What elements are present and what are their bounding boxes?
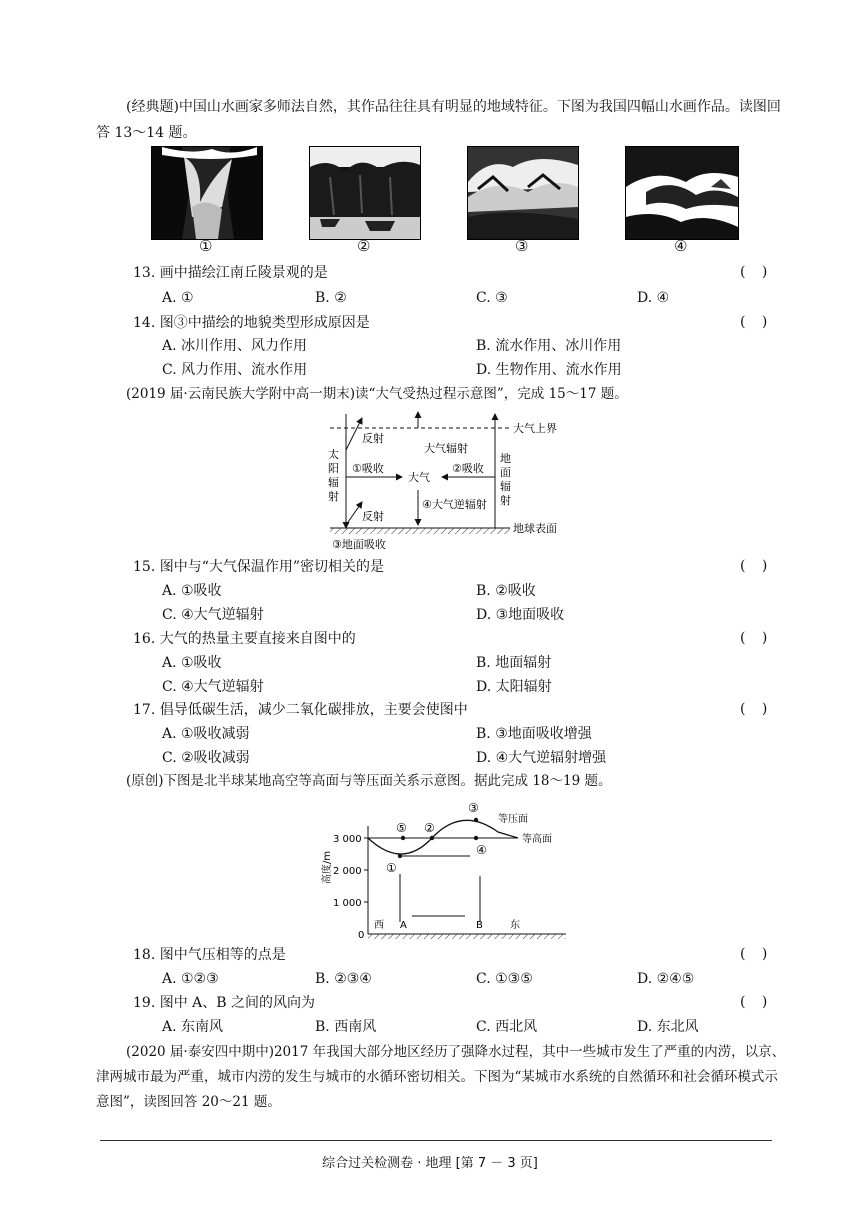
painting-label-3: ③	[515, 237, 529, 255]
q14-stem: 14. 图③中描绘的地貌类型形成原因是	[133, 315, 370, 331]
q16-option-b[interactable]: B. 地面辐射	[476, 655, 552, 671]
painting-1	[151, 146, 263, 240]
q16-answer-paren[interactable]: ( )	[740, 630, 774, 646]
isobaric-surface-diagram	[310, 798, 590, 943]
q15-option-b[interactable]: B. ②吸收	[476, 583, 536, 599]
y-axis-label: 高度/m	[322, 850, 333, 884]
q17-option-a[interactable]: A. ①吸收减弱	[162, 726, 250, 742]
q15-option-a[interactable]: A. ①吸收	[162, 583, 222, 599]
painting-3-art	[468, 147, 578, 239]
ground-absorb-label: ③地面吸收	[332, 538, 386, 551]
q14-option-d[interactable]: D. 生物作用、流水作用	[476, 362, 622, 378]
q17-option-c[interactable]: C. ②吸收减弱	[162, 750, 250, 766]
isobaric-label: 等压面	[498, 814, 528, 825]
ground-hatch	[330, 528, 510, 534]
q17-option-b[interactable]: B. ③地面吸收增强	[476, 726, 592, 742]
q19-answer-paren[interactable]: ( )	[740, 994, 774, 1010]
footer-divider	[100, 1140, 772, 1141]
solar-label-2: 阳	[328, 462, 339, 475]
tick-3000: 3 000	[333, 834, 362, 845]
intro-15-17: (2019 届·云南民族大学附中高一期末)读“大气受热过程示意图”，完成 15～17 题。	[126, 386, 628, 402]
east-label: 东	[510, 920, 520, 931]
q14-answer-paren[interactable]: ( )	[740, 314, 774, 330]
q13-stem: 13. 画中描绘江南丘陵景观的是	[133, 265, 328, 281]
painting-4-art	[626, 147, 738, 239]
tick-2000: 2 000	[333, 866, 362, 877]
q13-answer-paren[interactable]: ( )	[740, 264, 774, 280]
q18-option-a[interactable]: A. ①②③	[162, 971, 219, 987]
q19-option-a[interactable]: A. 东南风	[162, 1019, 224, 1035]
label-2: ②	[424, 821, 435, 835]
solar-label-4: 射	[328, 490, 339, 503]
west-label: 西	[374, 920, 384, 931]
q15-option-c[interactable]: C. ④大气逆辐射	[162, 607, 264, 623]
painting-label-4: ④	[674, 237, 688, 255]
q13-option-b[interactable]: B. ②	[315, 290, 347, 306]
label-4: ④	[476, 843, 487, 857]
intro-20-21: (2020 届·泰安四中期中)2017 年我国大部分地区经历了强降水过程，其中一些城市发生了严重的内涝，以京、津两城市最为严重，城市内涝的发生与城市的水循环密切相关。下图为“某城市水系统的自然循环和社会循环模式示意图”，读图回答 20～21 题。	[96, 1044, 786, 1110]
tick-1000: 1 000	[333, 898, 362, 909]
q18-option-b[interactable]: B. ②③④	[315, 971, 372, 987]
atmosphere-label: 大气	[408, 471, 430, 484]
q14-option-b[interactable]: B. 流水作用、冰川作用	[476, 338, 622, 354]
ground-label-2: 面	[500, 466, 511, 479]
q15-option-d[interactable]: D. ③地面吸收	[476, 607, 565, 623]
ground-label-3: 辐	[500, 480, 511, 493]
B-label: B	[476, 920, 483, 931]
q14-option-c[interactable]: C. 风力作用、流水作用	[162, 362, 308, 378]
q13-option-a[interactable]: A. ①	[162, 290, 194, 306]
reflect-top-label: 反射	[362, 432, 384, 445]
solar-label-3: 辐	[328, 476, 339, 489]
q13-option-c[interactable]: C. ③	[476, 290, 508, 306]
absorb1-label: ①吸收	[352, 462, 384, 475]
painting-2-art	[310, 147, 420, 239]
painting-label-1: ①	[199, 237, 213, 255]
painting-2	[309, 146, 421, 240]
absorb2-label: ②吸收	[452, 462, 484, 475]
isohypse-label: 等高面	[522, 834, 552, 845]
q19-option-b[interactable]: B. 西南风	[315, 1019, 377, 1035]
painting-label-2: ②	[357, 237, 371, 255]
q15-answer-paren[interactable]: ( )	[740, 558, 774, 574]
q18-option-d[interactable]: D. ②④⑤	[637, 971, 695, 987]
q19-option-d[interactable]: D. 东北风	[637, 1019, 699, 1035]
point-3	[474, 818, 478, 822]
top-of-atmosphere-label: 大气上界	[513, 422, 557, 435]
label-5: ⑤	[396, 821, 407, 835]
tick-0: 0	[358, 930, 365, 941]
reflect-bottom-label: 反射	[362, 510, 384, 523]
atmo-radiation-label: 大气辐射	[424, 442, 468, 455]
reflect-bottom-arrow	[346, 502, 362, 525]
q19-option-c[interactable]: C. 西北风	[476, 1019, 538, 1035]
q18-stem: 18. 图中气压相等的点是	[133, 947, 286, 963]
back-radiation-label: ④大气逆辐射	[422, 498, 487, 511]
point-5	[401, 836, 405, 840]
q14-option-a[interactable]: A. 冰川作用、风力作用	[162, 338, 308, 354]
q19-stem: 19. 图中 A、B 之间的风向为	[133, 995, 316, 1011]
reflect-top-arrow	[346, 418, 362, 450]
atmosphere-heating-diagram	[310, 410, 580, 555]
point-2	[430, 836, 434, 840]
painting-4	[625, 146, 739, 240]
A-label: A	[400, 920, 407, 931]
point-1	[398, 854, 402, 858]
earth-surface-label: 地球表面	[513, 522, 557, 535]
q16-option-d[interactable]: D. 太阳辐射	[476, 679, 552, 695]
q13-option-d[interactable]: D. ④	[637, 290, 670, 306]
solar-label-1: 太	[328, 448, 339, 461]
q18-option-c[interactable]: C. ①③⑤	[476, 971, 533, 987]
q18-answer-paren[interactable]: ( )	[740, 946, 774, 962]
q17-stem: 17. 倡导低碳生活，减少二氧化碳排放，主要会使图中	[133, 702, 468, 718]
label-3: ③	[468, 801, 479, 815]
q16-option-c[interactable]: C. ④大气逆辐射	[162, 679, 264, 695]
intro-18-19: (原创)下图是北半球某地高空等高面与等压面关系示意图。据此完成 18～19 题。	[126, 773, 612, 789]
q17-answer-paren[interactable]: ( )	[740, 701, 774, 717]
painting-3	[467, 146, 579, 240]
ground-label-4: 射	[500, 494, 511, 507]
q16-option-a[interactable]: A. ①吸收	[162, 655, 222, 671]
q17-option-d[interactable]: D. ④大气逆辐射增强	[476, 750, 607, 766]
q15-stem: 15. 图中与“大气保温作用”密切相关的是	[133, 559, 385, 575]
q16-stem: 16. 大气的热量主要直接来自图中的	[133, 631, 356, 647]
ground-label-1: 地	[500, 452, 511, 465]
ground-hatch-2	[368, 934, 566, 939]
label-1: ①	[386, 861, 397, 875]
point-4	[474, 836, 478, 840]
isobaric-curve	[368, 820, 518, 854]
painting-1-art	[152, 147, 262, 239]
page-footer: 综合过关检测卷 · 地理 [第 7 － 3 页]	[322, 1156, 538, 1171]
intro-13-14: (经典题)中国山水画家多师法自然，其作品往往具有明显的地域特征。下图为我国四幅山水画作品。读图回答 13～14 题。	[96, 99, 781, 141]
